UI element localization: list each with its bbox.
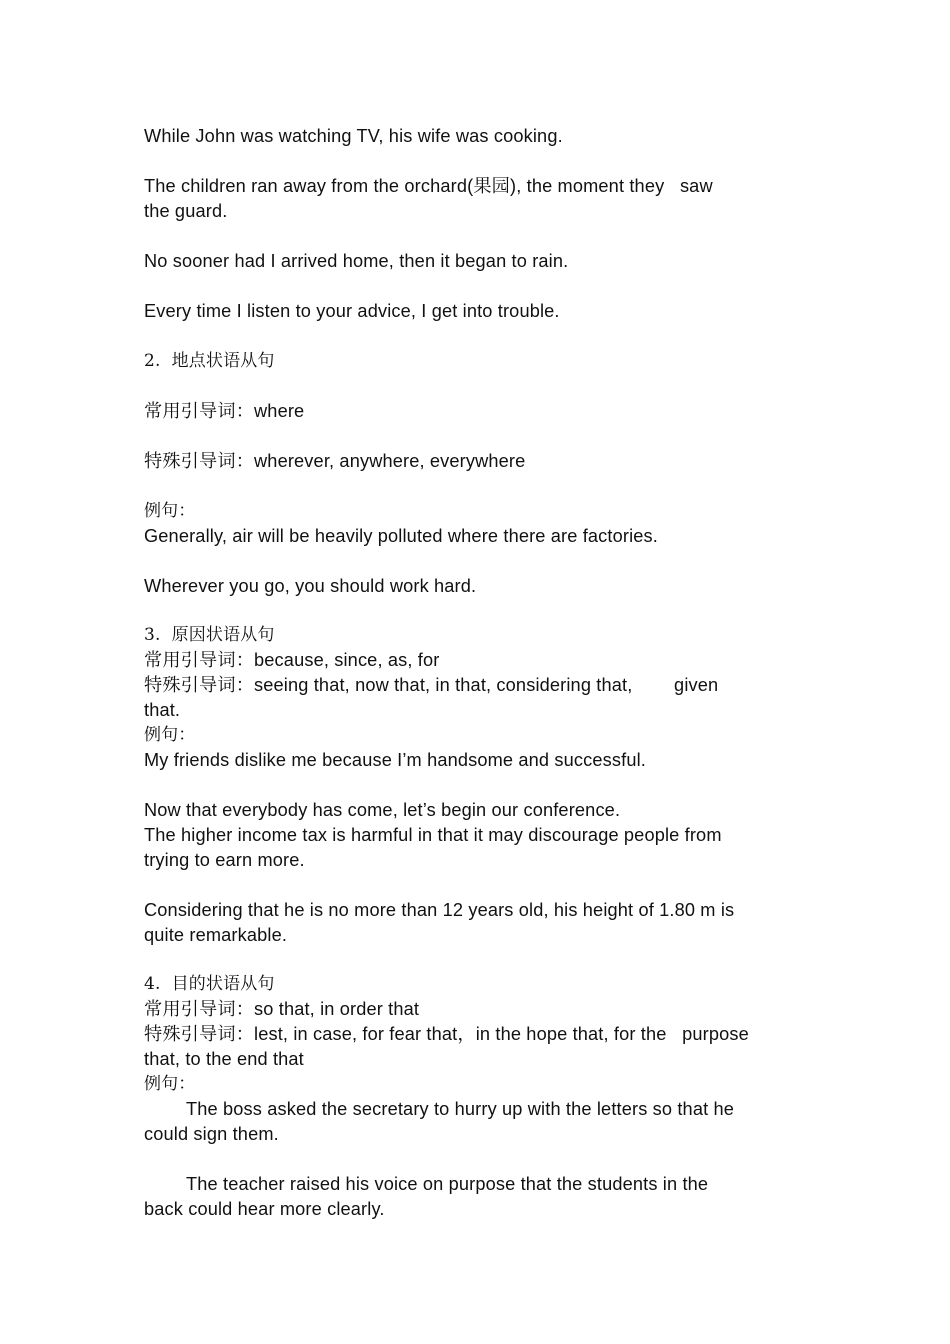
text-line: 特殊引导词：wherever, anywhere, everywhere <box>144 451 526 471</box>
text-line: 常用引导词：because, since, as, for <box>144 650 440 670</box>
text-line: The higher income tax is harmful in that it may discourage people from <box>144 825 722 845</box>
text-line: that, to the end that <box>144 1049 304 1069</box>
text-line: 特殊引导词：lest, in case, for fear that，in the hope that, for the purpose <box>144 1024 749 1044</box>
text-line: quite remarkable. <box>144 925 288 945</box>
section-heading: 3. 原因状语从句 <box>144 625 275 645</box>
text-line: Now that everybody has come, let’s begin our conference. <box>144 800 621 820</box>
text-line: The children ran away from the orchard(果园), the moment they saw <box>144 176 713 196</box>
text-line: back could hear more clearly. <box>144 1199 385 1219</box>
text-line: Generally, air will be heavily polluted where there are factories. <box>144 526 659 546</box>
section-heading: 4. 目的状语从句 <box>144 974 275 994</box>
text-line: The teacher raised his voice on purpose that the students in the <box>186 1174 709 1194</box>
text-line: No sooner had I arrived home, then it began to rain. <box>144 251 569 271</box>
text-line: The boss asked the secretary to hurry up with the letters so that he <box>186 1099 735 1119</box>
section-heading: 2. 地点状语从句 <box>144 351 275 371</box>
text-line: My friends dislike me because I’m handsome and successful. <box>144 750 647 770</box>
text-line: Considering that he is no more than 12 years old, his height of 1.80 m is <box>144 900 735 920</box>
text-line: While John was watching TV, his wife was cooking. <box>144 126 563 146</box>
text-line: that. <box>144 700 181 720</box>
text-line: the guard. <box>144 201 228 221</box>
text-line: could sign them. <box>144 1124 279 1144</box>
example-label: 例句： <box>144 1074 196 1094</box>
text-line: Every time I listen to your advice, I get into trouble. <box>144 301 560 321</box>
text-line: Wherever you go, you should work hard. <box>144 576 477 596</box>
text-line: 特殊引导词：seeing that, now that, in that, considering that, given <box>144 675 719 695</box>
example-label: 例句： <box>144 725 196 745</box>
example-label: 例句： <box>144 501 196 521</box>
text-line: 常用引导词：where <box>144 401 305 421</box>
text-line: trying to earn more. <box>144 850 305 870</box>
text-line: 常用引导词：so that, in order that <box>144 999 420 1019</box>
